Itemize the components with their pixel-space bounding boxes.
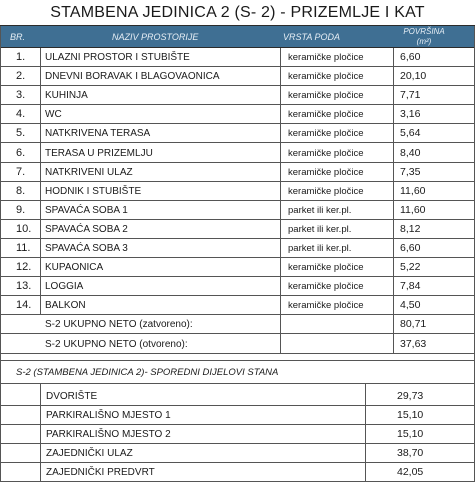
table-row xyxy=(0,201,475,220)
table-row xyxy=(0,124,475,143)
header-floor-type: VRSTA PODA xyxy=(283,32,341,42)
table-row xyxy=(0,67,475,86)
room-name: SPAVAĆA SOBA 1 xyxy=(45,204,128,216)
row-number: 4. xyxy=(16,108,26,121)
table-row xyxy=(0,48,475,67)
header-area-label: POVRŠINA xyxy=(403,27,445,36)
room-name: KUPAONICA xyxy=(45,262,104,274)
room-name: NATKRIVENI ULAZ xyxy=(45,166,133,178)
side-part-area: 15,10 xyxy=(397,409,424,421)
room-area: 7,35 xyxy=(400,165,421,178)
side-part-area: 38,70 xyxy=(397,447,424,459)
room-area: 5,64 xyxy=(400,127,421,140)
table-row xyxy=(0,296,475,315)
total-label: S-2 UKUPNO NETO (otvoreno): xyxy=(45,338,188,350)
row-number: 5. xyxy=(16,127,26,140)
side-part-area: 29,73 xyxy=(397,390,424,402)
floor-type: parket ili ker.pl. xyxy=(288,243,352,254)
side-part-row xyxy=(0,425,475,444)
room-name: LOGGIA xyxy=(45,281,84,293)
floor-type: parket ili ker.pl. xyxy=(288,204,352,216)
room-name: KUHINJA xyxy=(45,90,88,102)
total-area: 80,71 xyxy=(400,318,427,331)
header-area-unit: (m²) xyxy=(416,37,432,46)
row-number: 13. xyxy=(16,280,32,293)
room-name: SPAVAĆA SOBA 3 xyxy=(45,243,128,254)
side-part-name: ZAJEDNIČKI PREDVRT xyxy=(46,467,155,478)
table-row xyxy=(0,277,475,296)
row-number: 10. xyxy=(16,222,32,235)
floor-type: keramičke pločice xyxy=(288,52,364,63)
room-name: SPAVAĆA SOBA 2 xyxy=(45,223,128,235)
header-number: BR. xyxy=(10,32,26,42)
side-part-name: PARKIRALIŠNO MJESTO 1 xyxy=(46,410,171,421)
side-part-row xyxy=(0,387,475,406)
row-number: 12. xyxy=(16,261,32,274)
column-divider xyxy=(40,384,41,482)
table-row xyxy=(0,105,475,124)
floor-type: keramičke pločice xyxy=(288,147,364,159)
column-divider xyxy=(393,48,394,354)
row-number: 7. xyxy=(16,165,26,178)
room-area: 20,10 xyxy=(400,70,427,83)
column-divider xyxy=(365,384,366,482)
side-part-area: 42,05 xyxy=(397,466,424,478)
header-room-name: NAZIV PROSTORIJE xyxy=(112,32,199,42)
side-part-row xyxy=(0,463,475,482)
table-header xyxy=(0,26,475,48)
room-name: DNEVNI BORAVAK I BLAGOVAONICA xyxy=(45,71,220,83)
room-name: BALKON xyxy=(45,300,86,312)
row-number: 6. xyxy=(16,146,26,159)
side-part-area: 15,10 xyxy=(397,428,424,440)
side-part-row xyxy=(0,444,475,463)
table-row xyxy=(0,163,475,182)
room-area: 11,60 xyxy=(400,184,426,197)
table-row xyxy=(0,182,475,201)
room-name: ULAZNI PROSTOR I STUBIŠTE xyxy=(45,52,190,63)
floor-type: keramičke pločice xyxy=(288,281,364,293)
side-part-name: ZAJEDNIČKI ULAZ xyxy=(46,448,133,459)
row-number: 9. xyxy=(16,203,26,216)
floor-type: keramičke pločice xyxy=(288,90,364,102)
side-part-name: PARKIRALIŠNO MJESTO 2 xyxy=(46,429,171,440)
room-area: 4,50 xyxy=(400,299,421,312)
floor-type: keramičke pločice xyxy=(288,109,364,121)
table-row xyxy=(0,86,475,105)
side-part-name: DVORIŠTE xyxy=(46,391,98,402)
room-name: TERASA U PRIZEMLJU xyxy=(45,147,153,159)
floor-type: keramičke pločice xyxy=(288,166,364,178)
table-row xyxy=(0,144,475,163)
room-area: 5,22 xyxy=(400,261,421,274)
column-divider xyxy=(40,48,41,315)
row-number: 14. xyxy=(16,299,32,312)
room-area: 6,60 xyxy=(400,51,421,63)
room-area: 11,60 xyxy=(400,203,426,216)
floor-type: keramičke pločice xyxy=(288,71,364,83)
column-divider xyxy=(0,26,1,482)
header-area xyxy=(398,27,450,47)
room-name: HODNIK I STUBIŠTE xyxy=(45,185,142,197)
row-number: 8. xyxy=(16,184,26,197)
total-row xyxy=(0,335,475,354)
room-area: 7,71 xyxy=(400,89,421,102)
table-row xyxy=(0,239,475,258)
total-area: 37,63 xyxy=(400,337,427,350)
total-row xyxy=(0,315,475,334)
room-area: 8,40 xyxy=(400,146,421,159)
table-title: STAMBENA JEDINICA 2 (S- 2) - PRIZEMLJE I KAT xyxy=(0,0,475,26)
room-name: WC xyxy=(45,109,62,121)
row-number: 3. xyxy=(16,89,26,102)
floor-type: parket ili ker.pl. xyxy=(288,223,352,235)
side-part-row xyxy=(0,406,475,425)
room-area: 6,60 xyxy=(400,242,421,254)
total-label: S-2 UKUPNO NETO (zatvoreno): xyxy=(45,319,193,331)
room-area: 8,12 xyxy=(400,222,421,235)
table-row xyxy=(0,220,475,239)
floor-type: keramičke pločice xyxy=(288,300,364,312)
table-row xyxy=(0,258,475,277)
floor-type: keramičke pločice xyxy=(288,185,364,197)
row-number: 11. xyxy=(16,242,31,254)
floor-type: keramičke pločice xyxy=(288,262,364,274)
floor-type: keramičke pločice xyxy=(288,128,364,140)
column-divider xyxy=(280,48,281,354)
row-number: 2. xyxy=(16,70,26,83)
room-area: 3,16 xyxy=(400,108,421,121)
room-area: 7,84 xyxy=(400,280,421,293)
row-number: 1. xyxy=(16,51,26,63)
room-name: NATKRIVENA TERASA xyxy=(45,128,151,140)
section-title: S-2 (STAMBENA JEDINICA 2)- SPOREDNI DIJELOVI STANA xyxy=(0,360,475,384)
